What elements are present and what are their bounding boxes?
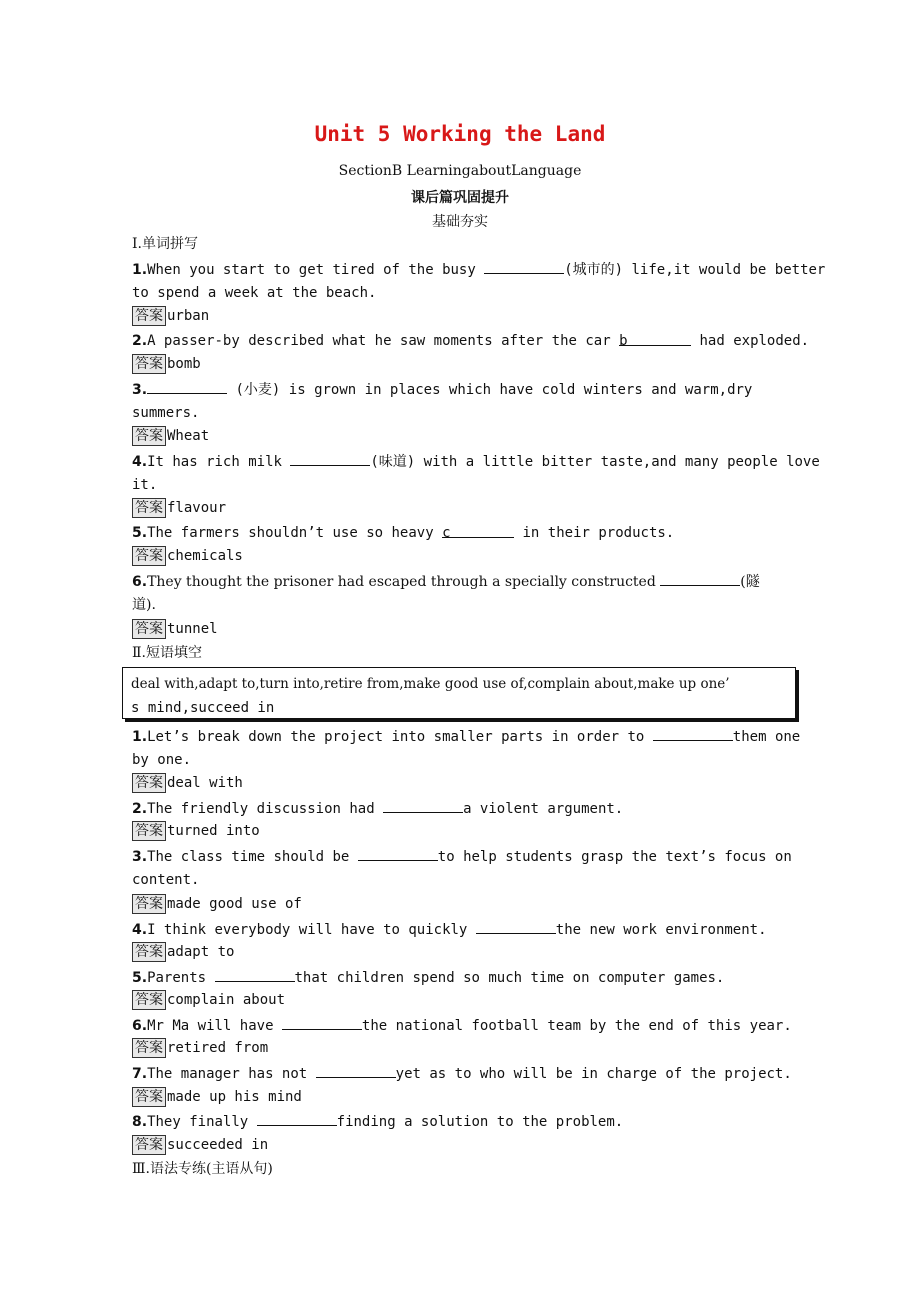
question-text: the new work environment. [555, 922, 767, 938]
question-text: Let’s break down the project into smaller parts in order to [147, 729, 653, 745]
answer-blank[interactable] [619, 331, 691, 349]
practice-subtitle: 课后篇巩固提升 [411, 190, 509, 206]
question-text: to help students grasp the text’s focus on [437, 849, 792, 865]
item-number: 6. [132, 1018, 148, 1034]
answer-blank[interactable] [282, 1015, 362, 1030]
part2-item7-answer [132, 1087, 302, 1107]
question-text: The farmers shouldn’t use so heavy [147, 525, 443, 541]
part2-item6-answer [132, 1038, 268, 1058]
answer-blank[interactable] [316, 1063, 396, 1078]
answer-text: Wheat [167, 428, 210, 444]
answer-blank[interactable] [383, 798, 463, 813]
answer-text: adapt to [167, 944, 235, 960]
answer-text: complain about [167, 992, 286, 1008]
answer-tag: 答案 [132, 426, 166, 446]
part1-item6-answer [132, 619, 218, 639]
part1-item3-line1 [132, 379, 752, 400]
question-text: (小麦) is grown in places which have cold winters and warm,dry [227, 382, 753, 398]
part2-item4-answer [132, 942, 234, 962]
item-number: 2. [132, 333, 148, 349]
part2-item3-line2: content. [132, 872, 200, 888]
question-text: (隧 [740, 574, 760, 590]
answer-text: made up his mind [167, 1089, 302, 1105]
part1-item2-answer [132, 354, 201, 374]
answer-blank[interactable] [257, 1111, 337, 1126]
answer-text: flavour [167, 500, 227, 516]
question-text: had exploded. [691, 333, 810, 349]
answer-tag: 答案 [132, 354, 166, 374]
part1-item4-answer [132, 498, 226, 518]
question-text: The manager has not [147, 1066, 316, 1082]
part1-item4-line2: it. [132, 477, 158, 493]
answer-tag: 答案 [132, 306, 166, 326]
item-number: 8. [132, 1114, 148, 1130]
question-text: I think everybody will have to quickly [147, 922, 476, 938]
part2-item2-line1 [132, 798, 623, 819]
answer-text: succeeded in [167, 1137, 269, 1153]
part1-item5-answer [132, 546, 243, 566]
answer-blank[interactable] [147, 379, 227, 394]
answer-text: tunnel [167, 621, 218, 637]
part2-item7-line1 [132, 1063, 792, 1084]
question-text: The class time should be [147, 849, 358, 865]
question-text: them one [732, 729, 801, 745]
part2-item5-line1 [132, 967, 724, 988]
answer-text: bomb [167, 356, 201, 372]
answer-tag: 答案 [132, 1135, 166, 1155]
part2-item4-line1 [132, 919, 767, 940]
item-number: 3. [132, 849, 148, 865]
item-number: 5. [132, 970, 148, 986]
answer-tag: 答案 [132, 894, 166, 914]
phrase-bank-box [122, 667, 796, 719]
answer-blank[interactable] [476, 919, 556, 934]
answer-tag: 答案 [132, 1087, 166, 1107]
question-text: a violent argument. [463, 801, 624, 817]
question-text: Parents [147, 970, 215, 986]
item-number: 4. [132, 922, 148, 938]
question-text: They finally [147, 1114, 257, 1130]
part1-item5-line1 [132, 523, 674, 543]
answer-tag: 答案 [132, 821, 166, 841]
part1-item1-answer [132, 306, 209, 326]
item-number: 6. [132, 574, 148, 590]
question-text: They thought the prisoner had escaped through a specially constructed [147, 574, 661, 590]
question-text: A passer-by described what he saw moments after the car [147, 333, 620, 349]
answer-text: deal with [167, 775, 243, 791]
answer-blank[interactable] [358, 846, 438, 861]
part2-item3-line1 [132, 846, 792, 867]
question-text: When you start to get tired of the busy [147, 262, 485, 278]
question-text: in their products. [514, 525, 675, 541]
phrase-bank-line2: s mind,succeed in [131, 700, 275, 716]
part1-item2-line1 [132, 331, 809, 351]
answer-blank[interactable] [442, 523, 514, 541]
part1-item3-answer [132, 426, 209, 446]
answer-tag: 答案 [132, 619, 166, 639]
part1-heading: Ⅰ.单词拼写 [132, 236, 198, 252]
answer-text: urban [167, 308, 210, 324]
answer-tag: 答案 [132, 498, 166, 518]
part1-item3-line2: summers. [132, 405, 200, 421]
part2-item8-answer [132, 1135, 268, 1155]
level-label: 基础夯实 [432, 214, 488, 230]
part2-item5-answer [132, 990, 285, 1010]
part2-item1-answer [132, 773, 243, 793]
item-number: 2. [132, 801, 148, 817]
answer-tag: 答案 [132, 990, 166, 1010]
question-text: (味道) with a little bitter taste,and many people love [370, 454, 820, 470]
part2-heading: Ⅱ.短语填空 [132, 645, 202, 661]
question-text: finding a solution to the problem. [336, 1114, 624, 1130]
answer-tag: 答案 [132, 1038, 166, 1058]
section-subtitle: SectionB LearningaboutLanguage [338, 163, 582, 179]
question-text: the national football team by the end of this year. [361, 1018, 792, 1034]
answer-blank[interactable] [660, 571, 740, 586]
part2-item3-answer [132, 894, 302, 914]
question-text: yet as to who will be in charge of the project. [395, 1066, 792, 1082]
answer-tag: 答案 [132, 773, 166, 793]
answer-tag: 答案 [132, 546, 166, 566]
question-text: It has rich milk [147, 454, 291, 470]
page-title: Unit 5 Working the Land [314, 122, 606, 146]
question-text: Mr Ma will have [147, 1018, 282, 1034]
letter-hint: c [442, 525, 451, 541]
part1-item4-line1 [132, 451, 820, 472]
part3-heading: Ⅲ.语法专练(主语从句) [132, 1161, 273, 1177]
part1-item1-line1 [132, 259, 825, 280]
part2-item6-line1 [132, 1015, 792, 1036]
letter-hint: b [619, 333, 628, 349]
phrase-bank-line1: deal with,adapt to,turn into,retire from,make good use of,complain about,make up one’ [131, 676, 730, 692]
answer-text: made good use of [167, 896, 302, 912]
answer-text: retired from [167, 1040, 269, 1056]
item-number: 4. [132, 454, 148, 470]
item-number: 1. [132, 729, 148, 745]
answer-text: chemicals [167, 548, 243, 564]
answer-blank[interactable] [484, 259, 564, 274]
answer-tag: 答案 [132, 942, 166, 962]
part2-item1-line2: by one. [132, 752, 192, 768]
answer-text: turned into [167, 823, 260, 839]
question-text: (城市的) life,it would be better [564, 262, 826, 278]
question-text: The friendly discussion had [147, 801, 384, 817]
answer-blank[interactable] [653, 726, 733, 741]
item-number: 7. [132, 1066, 148, 1082]
item-number: 1. [132, 262, 148, 278]
part2-item2-answer [132, 821, 260, 841]
answer-blank[interactable] [290, 451, 370, 466]
item-number: 3. [132, 382, 148, 398]
part2-item8-line1 [132, 1111, 623, 1132]
question-text: that children spend so much time on computer games. [294, 970, 725, 986]
part2-item1-line1 [132, 726, 800, 747]
part1-item6-line1 [132, 571, 760, 592]
part1-item6-line2: 道). [132, 597, 156, 613]
answer-blank[interactable] [215, 967, 295, 982]
part1-item1-line2: to spend a week at the beach. [132, 285, 377, 301]
item-number: 5. [132, 525, 148, 541]
